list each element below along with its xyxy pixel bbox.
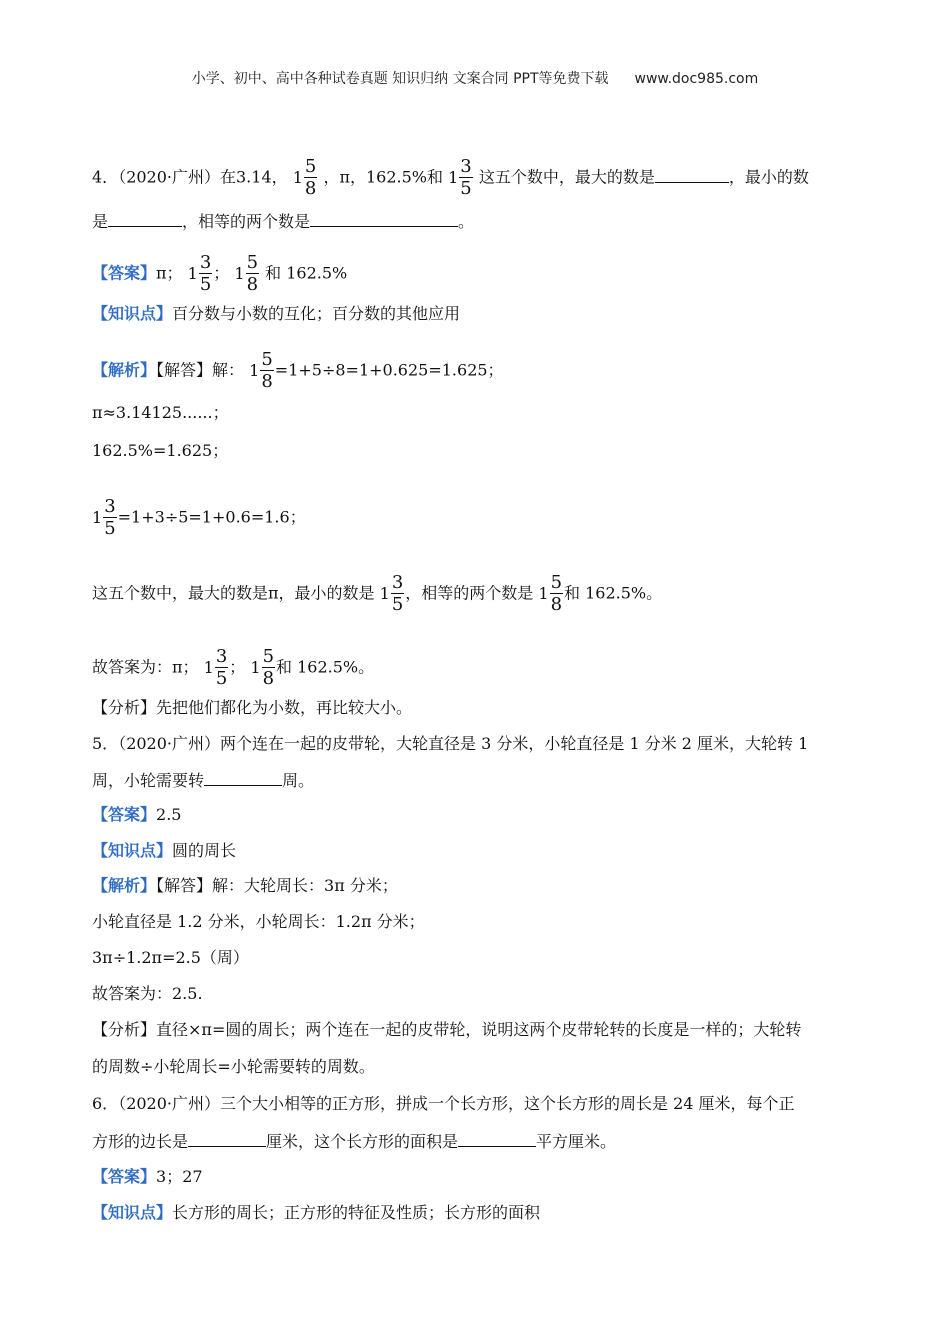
q5-stem-line1 bbox=[92, 733, 872, 755]
fraction bbox=[103, 498, 116, 538]
whole: 1 bbox=[234, 264, 245, 283]
numerator: 3 bbox=[199, 252, 212, 273]
numerator: 5 bbox=[246, 252, 259, 273]
analysis-tag: 【解析】 bbox=[92, 876, 157, 895]
q4-solution-line4 bbox=[92, 498, 872, 538]
solution-text: 解：大轮周长：3π 分米； bbox=[212, 876, 398, 895]
q5-stem-line2 bbox=[92, 769, 872, 792]
q5-comment-line1 bbox=[92, 1019, 872, 1041]
q6-number: 6． bbox=[92, 1094, 119, 1113]
solution-text: =1+3÷5=1+0.6=1.6； bbox=[117, 507, 306, 527]
solution-text: =1+5÷8=1+0.625=1.625； bbox=[274, 360, 504, 380]
mixed-number-1-3-5 bbox=[380, 574, 406, 614]
q4-solution-line5 bbox=[92, 574, 872, 614]
q4-text: ，最小的数 bbox=[728, 167, 809, 187]
solution-text: 故答案为：π； bbox=[92, 657, 199, 677]
mixed-number-1-3-5 bbox=[448, 158, 474, 198]
whole: 1 bbox=[448, 168, 459, 187]
q5-solution-line3: 3π÷1.2π=2.5（周） bbox=[92, 948, 249, 967]
q6-stem-line1 bbox=[92, 1093, 872, 1115]
solution-text: 和 162.5%。 bbox=[564, 583, 663, 603]
answer-text: 3；27 bbox=[156, 1167, 203, 1186]
mixed-number-1-5-8 bbox=[234, 254, 260, 294]
q4-comment bbox=[92, 697, 872, 719]
q6-source: （2020·广州） bbox=[118, 1094, 220, 1113]
q4-solution-line2: π≈3.14125......； bbox=[92, 403, 229, 422]
answer-text: π； bbox=[156, 263, 183, 283]
whole: 1 bbox=[538, 584, 549, 603]
q5-number: 5． bbox=[92, 734, 119, 753]
comment-tag: 【分析】 bbox=[92, 698, 157, 717]
q6-knowledge bbox=[92, 1202, 872, 1224]
fraction bbox=[262, 648, 275, 688]
page-header bbox=[0, 68, 950, 88]
answer-text: ； bbox=[213, 263, 230, 283]
knowledge-text: 圆的周长 bbox=[172, 841, 237, 860]
whole: 1 bbox=[250, 658, 261, 677]
mixed-number-1-5-8 bbox=[249, 351, 275, 391]
solution-text: 和 162.5%。 bbox=[276, 657, 375, 677]
fraction bbox=[260, 351, 273, 391]
comment-tag: 【分析】 bbox=[92, 1020, 157, 1039]
q5-solution-line4: 故答案为：2.5. bbox=[92, 984, 203, 1003]
fraction bbox=[550, 574, 563, 614]
denominator: 8 bbox=[550, 594, 563, 615]
whole: 1 bbox=[249, 361, 260, 380]
numerator: 5 bbox=[304, 156, 317, 177]
mixed-number-1-5-8 bbox=[293, 158, 319, 198]
numerator: 5 bbox=[262, 646, 275, 667]
q4-solution-line1 bbox=[92, 351, 872, 391]
knowledge-text: 百分数与小数的互化；百分数的其他应用 bbox=[172, 304, 461, 323]
header-site: www.doc985.com bbox=[634, 71, 759, 87]
numerator: 5 bbox=[550, 572, 563, 593]
fraction bbox=[246, 254, 259, 294]
answer-blank[interactable] bbox=[108, 210, 182, 227]
q5-text: 周，小轮需要转 bbox=[92, 771, 205, 790]
q4-stem-line1 bbox=[92, 158, 872, 198]
q6-text: 方形的边长是 bbox=[92, 1132, 189, 1151]
q4-text: 这五个数中，最大的数是 bbox=[478, 167, 655, 187]
numerator: 5 bbox=[261, 349, 273, 370]
answer-blank[interactable] bbox=[204, 769, 282, 786]
fraction bbox=[459, 158, 472, 198]
denominator: 8 bbox=[262, 668, 275, 689]
q6-text: 三个大小相等的正方形，拼成一个长方形，这个长方形的周长是 24 厘米，每个正 bbox=[220, 1094, 795, 1113]
answer-blank[interactable] bbox=[655, 166, 729, 183]
q5-text: 两个连在一起的皮带轮，大轮直径是 3 分米，小轮直径是 1 分米 2 厘米，大轮转 1 bbox=[220, 734, 809, 753]
answer-tag: 【答案】 bbox=[92, 263, 157, 283]
q6-stem-line2 bbox=[92, 1130, 872, 1153]
q6-text: 平方厘米。 bbox=[536, 1132, 617, 1151]
mixed-number-1-5-8 bbox=[250, 648, 276, 688]
q4-source: （2020·广州） bbox=[118, 167, 220, 187]
mixed-number-1-5-8 bbox=[538, 574, 564, 614]
denominator: 5 bbox=[391, 594, 404, 615]
denominator: 8 bbox=[246, 274, 259, 295]
q4-text: 在3.14， bbox=[220, 167, 288, 187]
answer-tag: 【答案】 bbox=[92, 805, 157, 824]
q4-text: 。 bbox=[458, 212, 475, 231]
whole: 1 bbox=[203, 658, 214, 677]
whole: 1 bbox=[379, 584, 390, 603]
answer-blank[interactable] bbox=[188, 1130, 266, 1147]
fraction bbox=[304, 158, 317, 198]
numerator: 3 bbox=[104, 496, 116, 517]
q6-answer bbox=[92, 1166, 872, 1188]
fraction bbox=[391, 574, 404, 614]
q5-solution-line1 bbox=[92, 875, 872, 897]
knowledge-tag: 【知识点】 bbox=[92, 841, 173, 860]
denominator: 5 bbox=[104, 518, 116, 539]
fraction bbox=[215, 648, 228, 688]
q5-comment-line2: 的周数÷小轮周长=小轮需要转的周数。 bbox=[92, 1057, 375, 1076]
fraction bbox=[199, 254, 212, 294]
denominator: 5 bbox=[199, 274, 212, 295]
q4-stem-line2 bbox=[92, 210, 872, 233]
solution-text: ，相等的两个数是 bbox=[405, 583, 534, 603]
mixed-number-1-3-5 bbox=[204, 648, 230, 688]
numerator: 3 bbox=[215, 646, 228, 667]
q5-answer bbox=[92, 804, 872, 826]
solution-text: ； bbox=[229, 657, 246, 677]
q4-text: 是 bbox=[92, 212, 109, 231]
q5-knowledge bbox=[92, 840, 872, 862]
solution-tag: 【解答】 bbox=[156, 876, 213, 895]
q5-source: （2020·广州） bbox=[118, 734, 220, 753]
answer-blank[interactable] bbox=[310, 210, 458, 227]
mixed-number-1-3-5 bbox=[92, 498, 118, 538]
q4-knowledge bbox=[92, 303, 872, 325]
q5-solution-line2: 小轮直径是 1.2 分米，小轮周长：1.2π 分米； bbox=[92, 912, 425, 931]
answer-text: 和 162.5% bbox=[265, 263, 348, 283]
mixed-number-1-3-5 bbox=[188, 254, 214, 294]
q4-text: ，相等的两个数是 bbox=[182, 212, 311, 231]
denominator: 8 bbox=[304, 178, 317, 199]
q5-text: 周。 bbox=[282, 771, 315, 790]
comment-text: 直径×π=圆的周长；两个连在一起的皮带轮，说明这两个皮带轮转的长度是一样的；大轮转 bbox=[156, 1020, 802, 1039]
solution-text: 解： bbox=[212, 360, 245, 380]
q4-text: ，π，162.5%和 bbox=[323, 167, 443, 187]
comment-text: 先把他们都化为小数，再比较大小。 bbox=[156, 698, 413, 717]
q6-text: 厘米，这个长方形的面积是 bbox=[266, 1132, 459, 1151]
header-text: 小学、初中、高中各种试卷真题 知识归纳 文案合同 PPT等免费下载 bbox=[191, 71, 609, 87]
whole: 1 bbox=[292, 168, 303, 187]
denominator: 5 bbox=[460, 178, 472, 199]
numerator: 3 bbox=[460, 156, 472, 177]
analysis-tag: 【解析】 bbox=[92, 360, 157, 380]
denominator: 8 bbox=[261, 371, 273, 392]
q4-answer bbox=[92, 254, 872, 294]
answer-text: 2.5 bbox=[156, 805, 182, 824]
answer-tag: 【答案】 bbox=[92, 1167, 157, 1186]
whole: 1 bbox=[187, 264, 198, 283]
q4-solution-line6 bbox=[92, 648, 872, 688]
knowledge-tag: 【知识点】 bbox=[92, 1203, 173, 1222]
solution-text: 这五个数中，最大的数是π，最小的数是 bbox=[92, 583, 375, 603]
q4-solution-line3: 162.5%=1.625； bbox=[92, 441, 229, 460]
knowledge-tag: 【知识点】 bbox=[92, 304, 173, 323]
q4-number: 4． bbox=[92, 167, 119, 187]
denominator: 5 bbox=[215, 668, 228, 689]
whole: 1 bbox=[92, 508, 103, 527]
solution-tag: 【解答】 bbox=[156, 360, 213, 380]
numerator: 3 bbox=[391, 572, 404, 593]
answer-blank[interactable] bbox=[458, 1130, 536, 1147]
knowledge-text: 长方形的周长；正方形的特征及性质；长方形的面积 bbox=[172, 1203, 541, 1222]
